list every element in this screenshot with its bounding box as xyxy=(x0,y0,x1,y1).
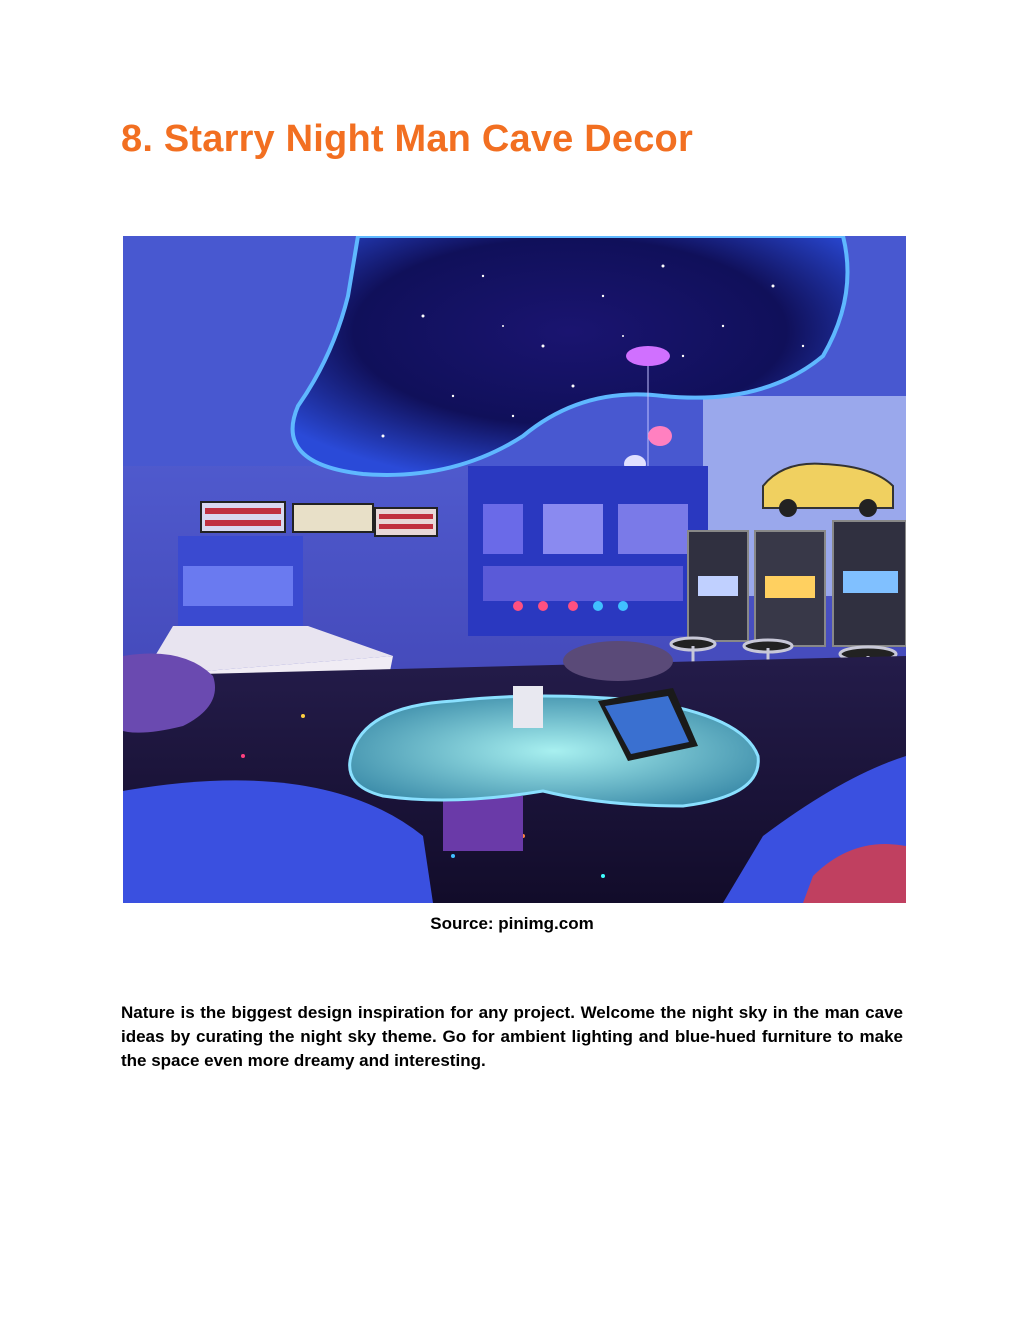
photo-illustration xyxy=(123,236,906,903)
slot-machines xyxy=(688,521,906,646)
page-title: 8. Starry Night Man Cave Decor xyxy=(121,118,693,160)
body-paragraph: Nature is the biggest design inspiration for any project. Welcome the night sky in the man cave ideas by curating the night sky theme. Go for ambient lighting and blue-hued furniture to make the space even more dreamy and interesting. xyxy=(121,1003,903,1070)
image-caption: Source: pinimg.com xyxy=(430,914,594,933)
display-shelves xyxy=(468,466,708,636)
tv-screens xyxy=(201,502,437,536)
ottoman xyxy=(563,641,673,681)
man-cave-photo xyxy=(123,236,906,903)
candle-holder xyxy=(513,686,543,728)
